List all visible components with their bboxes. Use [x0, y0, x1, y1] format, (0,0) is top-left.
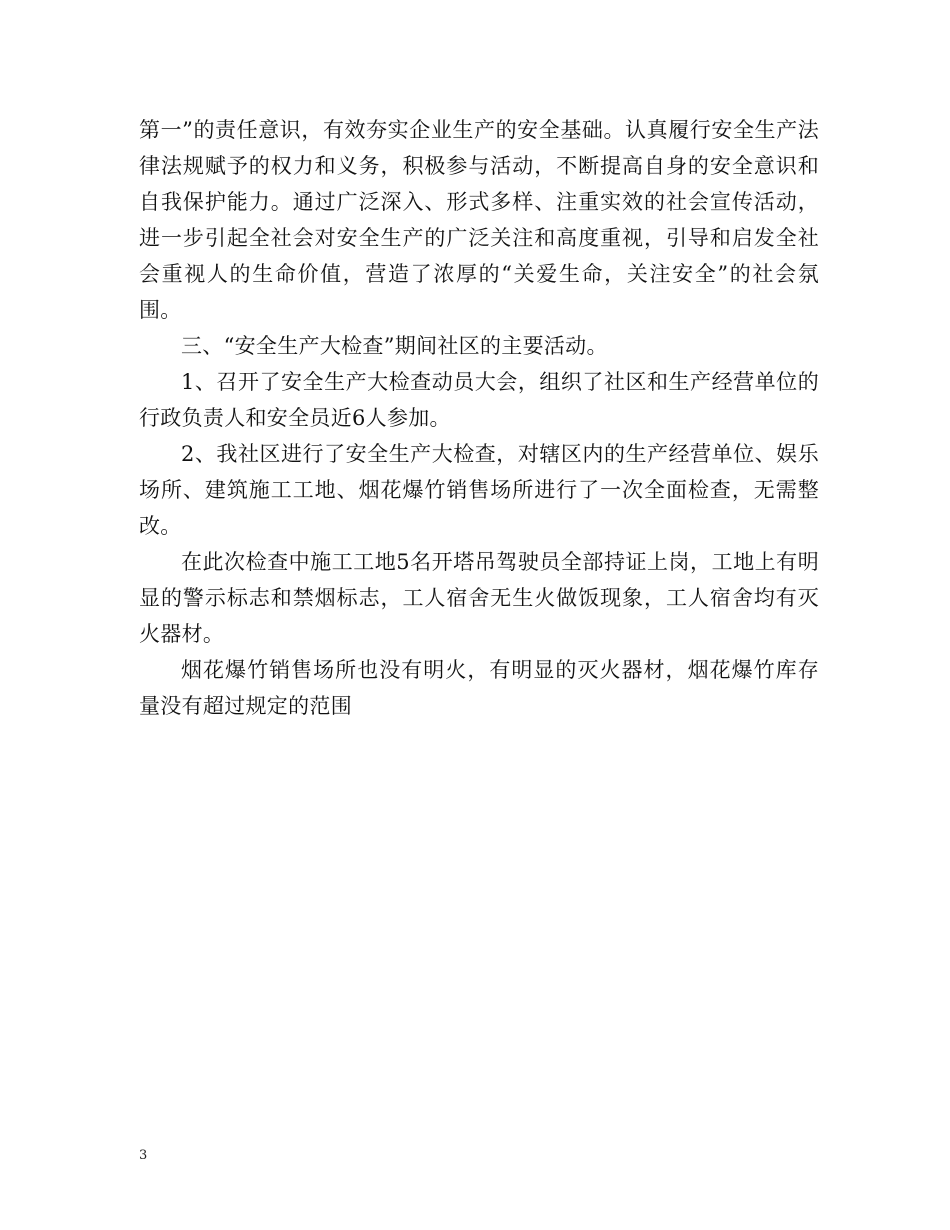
paragraph-mobilization-meeting: 1、召开了安全生产大检查动员大会，组织了社区和生产经营单位的行政负责人和安全员近6人参加。	[139, 370, 819, 430]
paragraph-safety-inspection: 2、我社区进行了安全生产大检查，对辖区内的生产经营单位、娱乐场所、建筑施工工地、烟花爆竹销售场所进行了一次全面检查，无需整改。	[139, 442, 819, 538]
paragraph-responsibility-awareness: 第一”的责任意识，有效夯实企业生产的安全基础。认真履行安全生产法律法规赋予的权力和义务，积极参与活动，不断提高自身的安全意识和自我保护能力。通过广泛深入、形式多样、注重实效的社会宣传活动，进一步引起全社会对安全生产的广泛关注和高度重视，引导和启发全社会重视人的生命价值，营造了浓厚的“关爱生命，关注安全”的社会氛围。	[139, 118, 819, 322]
paragraph-construction-site-findings: 在此次检查中施工工地5名开塔吊驾驶员全部持证上岗，工地上有明显的警示标志和禁烟标志，工人宿舍无生火做饭现象，工人宿舍均有灭火器材。	[139, 550, 819, 646]
paragraph-section-heading-main-activities: 三、“安全生产大检查”期间社区的主要活动。	[181, 334, 608, 358]
page-number: 3	[139, 1148, 148, 1163]
document-body	[139, 112, 819, 724]
paragraph-fireworks-sales-findings: 烟花爆竹销售场所也没有明火，有明显的灭火器材，烟花爆竹库存量没有超过规定的范围	[139, 658, 819, 718]
